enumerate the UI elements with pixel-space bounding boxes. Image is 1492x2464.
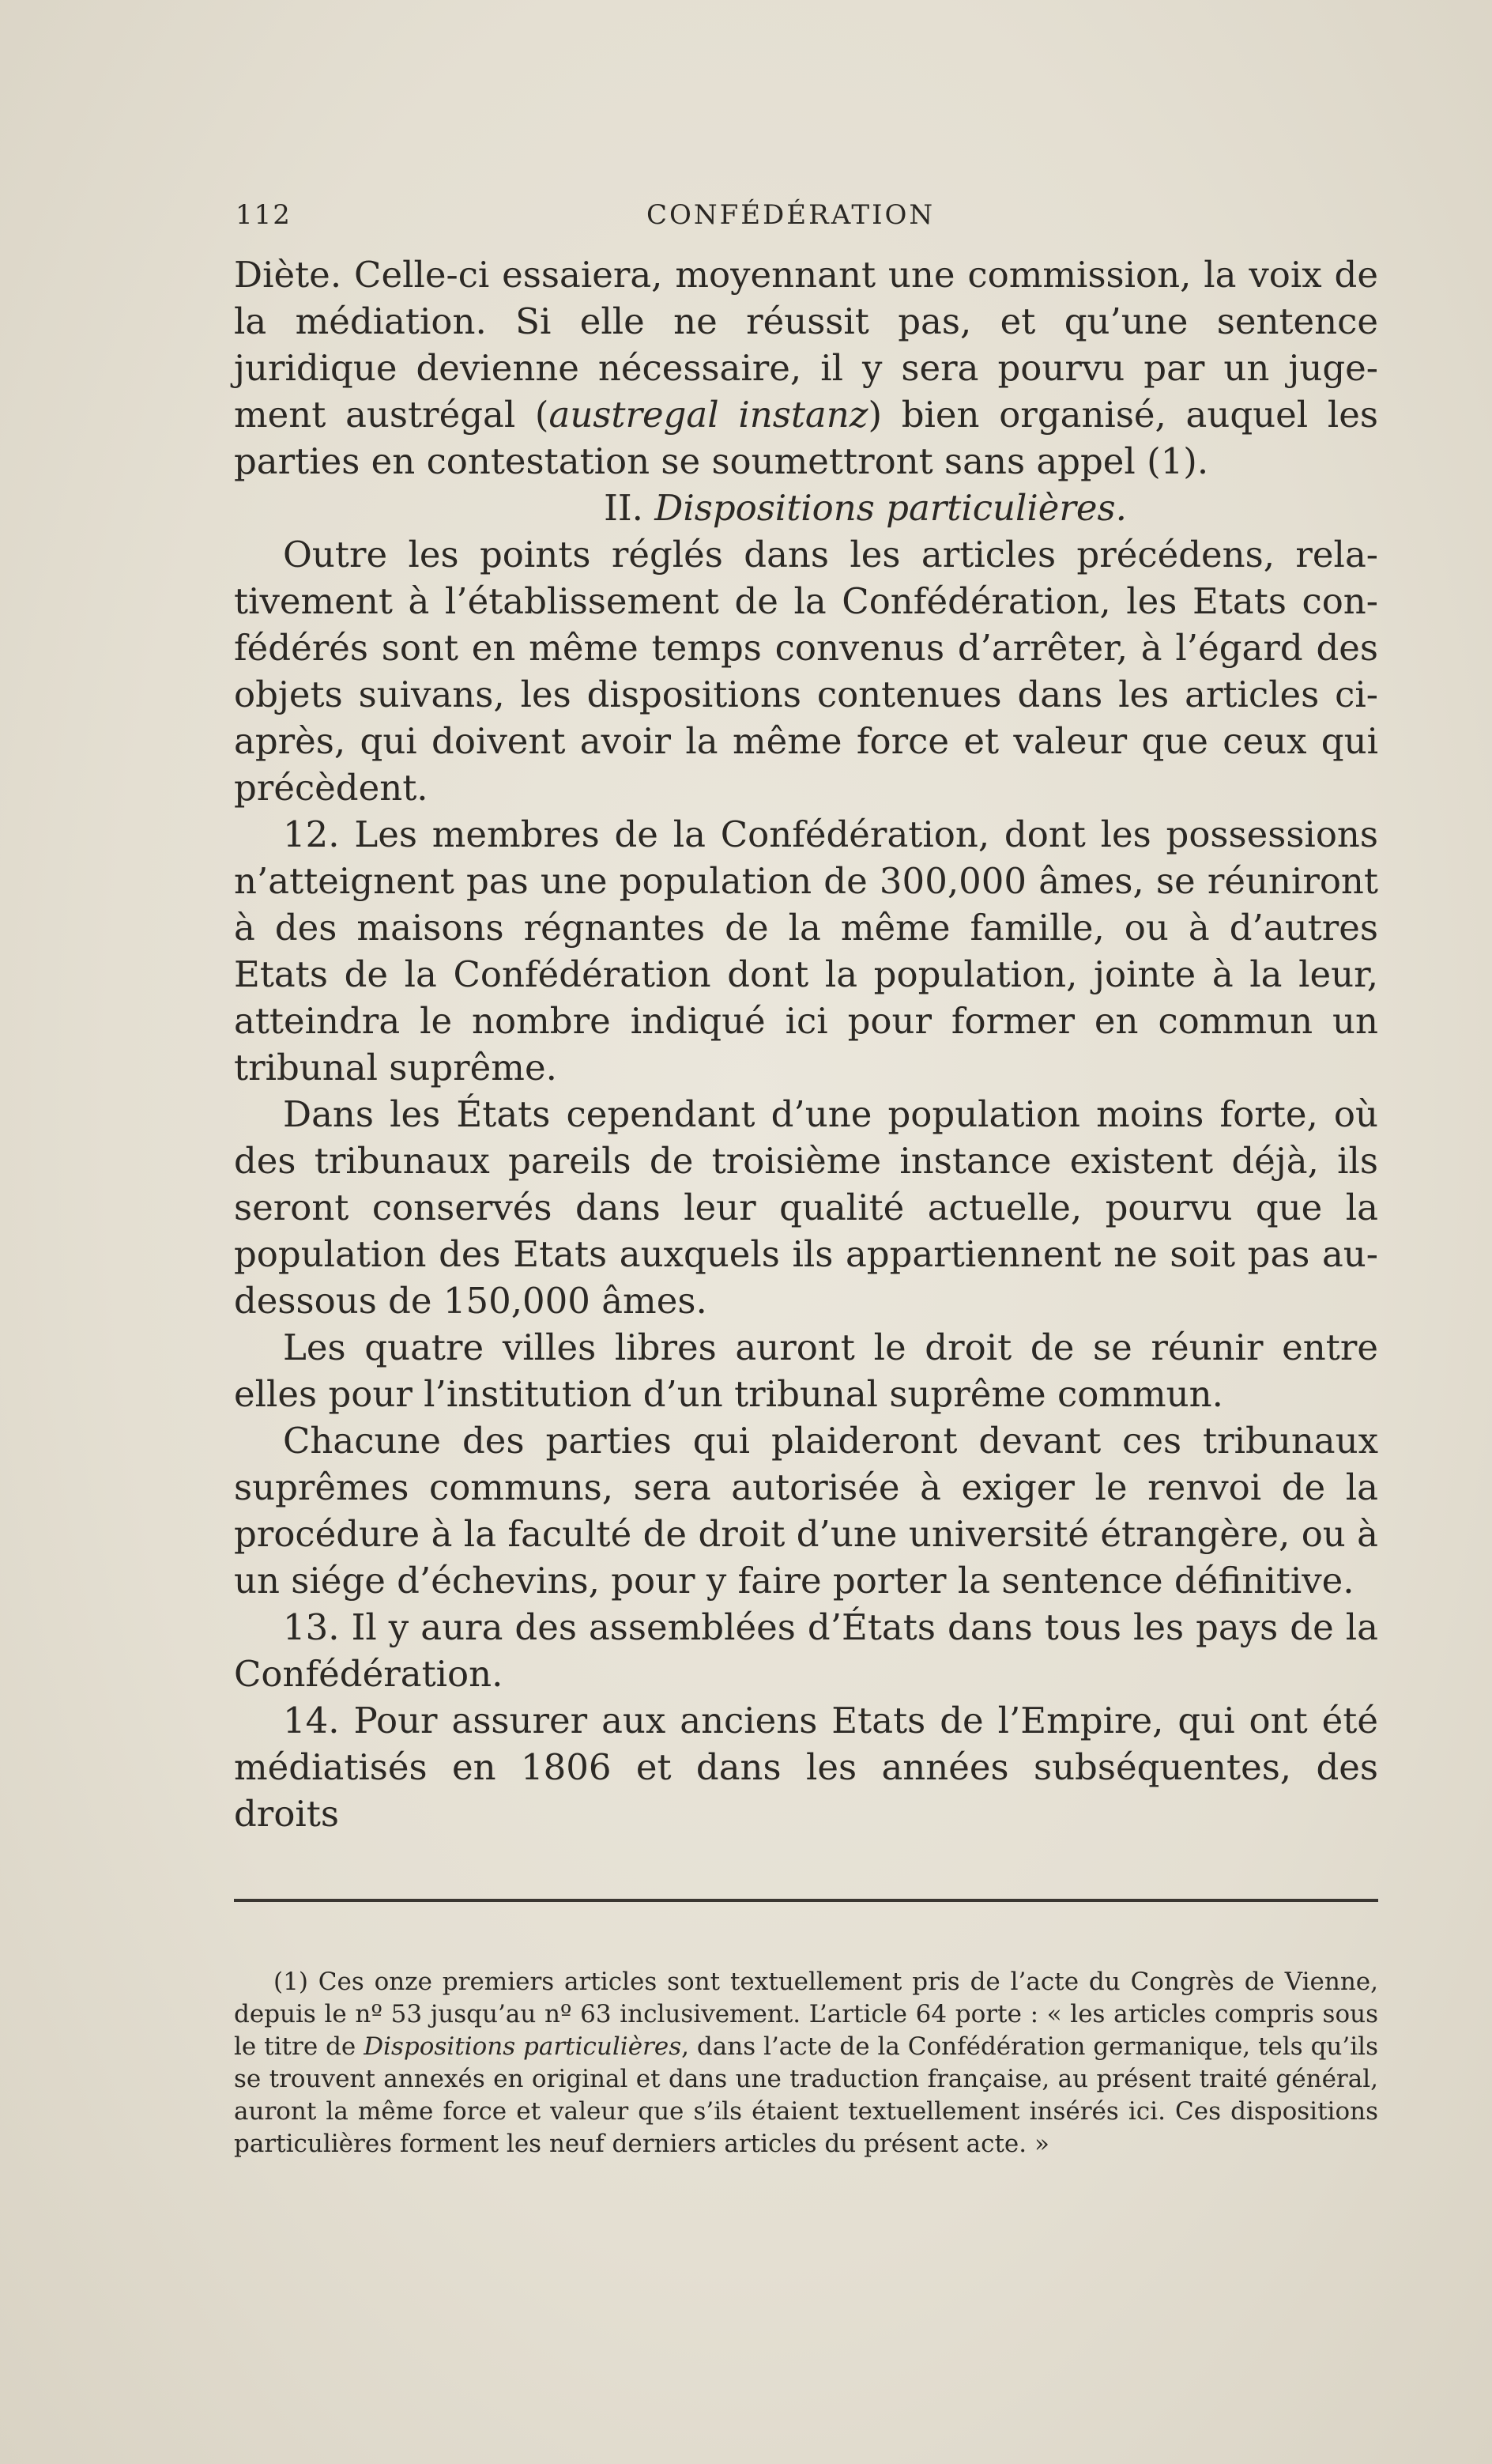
- paragraph-continuation: [234, 251, 1378, 485]
- page-header: [235, 199, 963, 231]
- paragraph-text: Diète. Celle-ci essaiera, moyennant une commission, la voix de la médiation. Si elle ne réussit pas, et qu’une sentence juridique devienne nécessaire, il y sera pourvu par un jugement austrégal (: [234, 254, 1378, 436]
- running-title: CONFÉDÉRATION: [646, 199, 936, 231]
- footnote-separator: [234, 1899, 1378, 1902]
- footnote-italic: Dispositions particulières: [364, 2032, 682, 2061]
- paragraph-text: ) bien organisé, auquel les parties en contestation se soumettront sans appel (1).: [234, 394, 1378, 482]
- section-heading: [234, 485, 1378, 531]
- article-13: 13. Il y aura des assemblées d’États dans tous les pays de la Confédération.: [234, 1606, 1378, 1695]
- article-14: 14. Pour assurer aux anciens Etats de l’Empire, qui ont été médiatisés en 1806 et dans les années subséquentes, des droits: [234, 1700, 1378, 1835]
- section-title: Dispositions particulières.: [654, 487, 1127, 529]
- footnote-text: , dans l’acte de la Confédération germanique, tels qu’ils se trouvent annexés en original et dans une traduction française, au présent traité général, auront la même force et valeur que s’ils étaient textuellement insérés ici. Ces dispositions particulières forment les neuf derniers articles du présent acte. »: [234, 2032, 1378, 2158]
- footnote-text: (1) Ces onze premiers articles sont textuellement pris de l’acte du Congrès de Vienne, depuis le nº 53 jusqu’au nº 63 inclusivement. L’article 64 porte : « les articles compris sous le titre de: [234, 1968, 1378, 2061]
- paragraph: Outre les points réglés dans les articles précédens, relativement à l’établissement de la Confédération, les Etats confédérés sont en même temps convenus d’arrêter, à l’égard des objets suivans, les dispositions contenues dans les articles ci-après, qui doivent avoir la même force et valeur que ceux qui précèdent.: [234, 534, 1378, 809]
- paragraph: Chacune des parties qui plaideront devant ces tribunaux suprêmes communs, sera autorisée à exiger le renvoi de la procédure à la faculté de droit d’une université étrangère, ou à un siége d’échevins, pour y faire porter la sentence définitive.: [234, 1420, 1378, 1602]
- section-number: II.: [604, 487, 643, 529]
- paragraph: Les quatre villes libres auront le droit de se réunir entre elles pour l’institution d’un tribunal suprême commun.: [234, 1326, 1378, 1415]
- body-text: [234, 251, 1378, 1837]
- paragraph: Dans les États cependant d’une population moins forte, où des tribunaux pareils de troisième instance existent déjà, ils seront conservés dans leur qualité actuelle, pourvu que la population des Etats auxquels ils appartiennent ne soit pas au-dessous de 150,000 âmes.: [234, 1093, 1378, 1322]
- page-number: 112: [235, 199, 292, 231]
- footnote: [234, 1966, 1378, 2160]
- italic-term: austregal instanz: [548, 394, 868, 436]
- article-12: 12. Les membres de la Confédération, dont les possessions n’atteignent pas une population de 300,000 âmes, se réuniront à des maisons régnantes de la même famille, ou à d’autres Etats de la Confédération dont la population, jointe à la leur, atteindra le nombre indiqué ici pour former en commun un tribunal suprême.: [234, 813, 1378, 1089]
